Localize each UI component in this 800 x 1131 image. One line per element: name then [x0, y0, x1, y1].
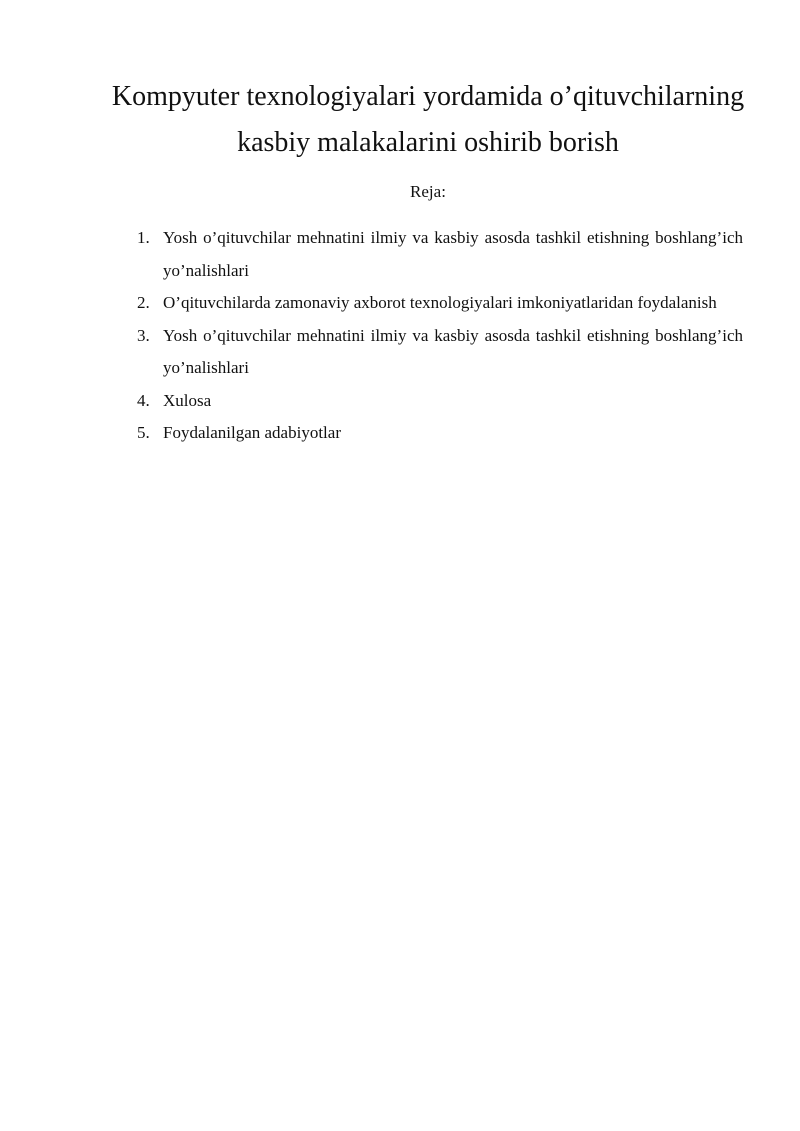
plan-item-text: O’qituvchilarda zamonaviy axborot texnologiyalari imkoniyatlaridan foydalanish: [163, 293, 717, 312]
plan-item-number: 4.: [137, 390, 150, 410]
plan-item-3: [137, 320, 743, 385]
document-title: Kompyuter texnologiyalari yordamida o’qituvchilarning kasbiy malakalarini oshirib borish: [111, 81, 745, 158]
plan-item-number: 2.: [137, 293, 150, 312]
plan-item-text: Yosh o’qituvchilar mehnatini ilmiy va kasbiy asosda tashkil etishning boshlang’ich yo’nalishlari: [163, 228, 743, 280]
plan-item-5: [137, 417, 743, 450]
plan-list: [137, 222, 743, 450]
plan-item-text: Xulosa: [163, 390, 212, 410]
plan-item-4: [137, 385, 743, 418]
plan-heading: Reja:: [410, 182, 446, 201]
plan-item-text: Foydalanilgan adabiyotlar: [163, 423, 341, 442]
plan-item-text: Yosh o’qituvchilar mehnatini ilmiy va kasbiy asosda tashkil etishning boshlang’ich yo’nalishlari: [163, 325, 743, 377]
plan-item-number: 1.: [137, 228, 150, 247]
plan-item-number: 5.: [137, 423, 150, 442]
plan-item-2: [137, 287, 743, 320]
plan-item-number: 3.: [137, 325, 150, 345]
plan-item-1: [137, 222, 743, 287]
